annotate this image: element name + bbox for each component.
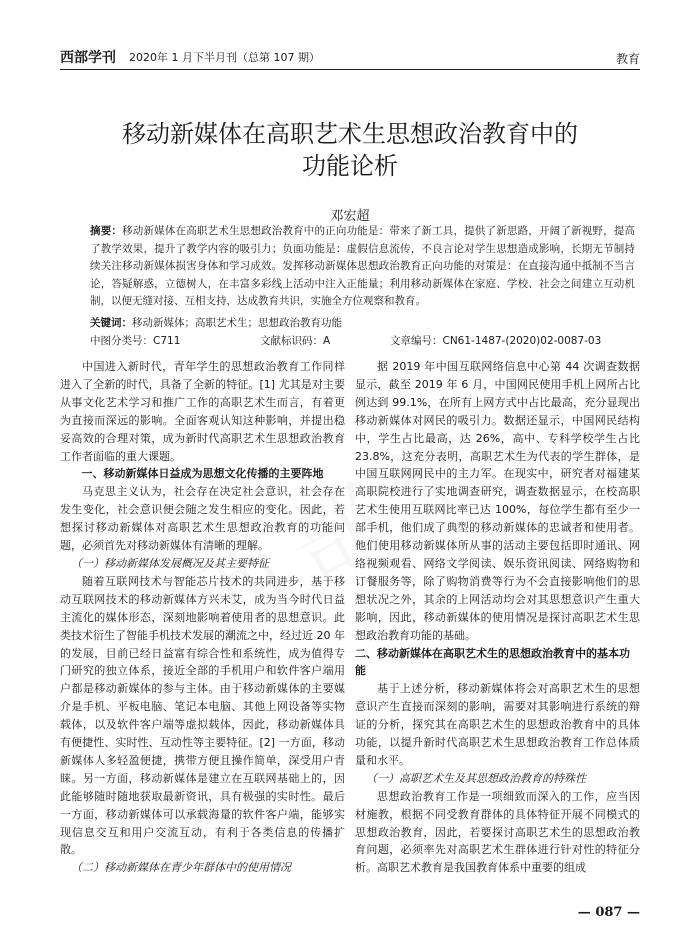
keywords-text: 移动新媒体；高职艺术生；思想政治教育功能 xyxy=(132,317,342,329)
section-label: 教育 xyxy=(615,52,640,66)
keywords xyxy=(90,315,635,332)
journal-logo: 西部学刊 xyxy=(60,50,116,66)
paragraph: 思想政治教育工作是一项细致而深入的工作，应当因材施教，根据不同受教育群体的具体特征开展不同模式的思想政治教育，因此，若要探讨高职艺术生的思想政治教育问题，必须率先对高职艺术生群体进行针对性的特征分析。高职艺术教育是我国教育体系中重要的组成 xyxy=(355,789,640,875)
right-column xyxy=(355,358,640,877)
page-number: — 087 — xyxy=(577,905,640,920)
document-code: 文献标识码：A xyxy=(260,335,331,347)
paragraph: 据 2019 年中国互联网络信息中心第 44 次调查数据显示，截至 2019 年 6 月，中国网民使用手机上网所占比例达到 99.1%，在所有上网方式中占比最高，充分显现出移动新媒体对网民的吸引力。数据还显示，中国网民结构中，学生占比最高，达 26%，高中、专科学校学生占比 23.8%，这充分表明，高职艺术生为代表的学生群体，是中国互联网网民中的主力军。在现实中，研究者对福建某高职院校进行了实地调查研究，调查数据显示，在校高职艺术生使用互联网比率已达 100%，每位学生都有至少一部手机，他们成了典型的移动新媒体的忠诚者和使用者。他们使用移动新媒体所从事的活动主要包括即时通讯、网络视频观看、网络文学阅读、娱乐资讯阅读、网络购物和订餐服务等，除了购物消费等行为不会直接影响他们的思想状况之外，其余的上网活动均会对其思想意识产生重大影响，因此，移动新媒体的使用情况是探讨高职艺术生思想政治教育功能的基础。 xyxy=(355,360,640,642)
author: 邓宏超 xyxy=(330,209,370,224)
subsection-heading: （一）高职艺术生及其思想政治教育的特殊性 xyxy=(366,771,586,785)
subsection-heading: （二）移动新媒体在青少年群体中的使用情况 xyxy=(71,861,291,875)
header-rule xyxy=(60,69,640,70)
section-heading: 一、移动新媒体日益成为思想文化传播的主要阵地 xyxy=(81,467,324,481)
article-title xyxy=(60,118,640,182)
title-line-2: 功能论析 xyxy=(302,152,398,180)
issue-info: 2020年 1 月下半月刊（总第 107 期） xyxy=(129,51,320,64)
abstract xyxy=(90,223,635,311)
paragraph: 随着互联网技术与智能芯片技术的共同进步，基于移动互联网技术的移动新媒体方兴未艾，成为当今时代日益主流化的媒体形态，深刻地影响着使用者的思想意识。此类技术衍生了智能手机技术发展的潮流之中，经过近 20 年的发展，目前已经日益富有综合性和系统性，成为值得专门研究的独立体系，接近全部的手机用户和软件客户端用户都是移动新媒体的参与主体。由于移动新媒体的主要媒介是手机、平板电脑、笔记本电脑、其他上网设备等实物载体，以及软件客户端等虚拟载体，因此，移动新媒体具有便捷性、实时性、互动性等主要特征。[2] 一方面，移动新媒体人多轻盈便捷，携带方便且操作简单，深受用户青睐。另一方面，移动新媒体是建立在互联网基础上的，因此能够随时随地获取最新资讯，具有极强的实时性。最后一方面，移动新媒体可以承载海量的软件客户端，能够实现信息交互和用户交流互动，有利于各类信息的传播扩散。 xyxy=(60,574,345,857)
abstract-label: 摘要： xyxy=(90,225,123,237)
page-header xyxy=(60,47,640,73)
article-number: 文章编号：CN61-1487-(2020)02-0087-03 xyxy=(390,335,602,347)
clc-number: 中图分类号：C711 xyxy=(90,335,181,347)
paragraph: 基于上述分析，移动新媒体将会对高职艺术生的思想意识产生直接而深刻的影响，需要对其影响进行系统的辩证的分析，探究其在高职艺术生的思想政治教育中的具体功能，以提升新时代高职艺术生思想政治教育工作总体质量和水平。 xyxy=(355,682,640,767)
section-heading: 二、移动新媒体在高职艺术生的思想政治教育中的基本功能 xyxy=(355,646,630,678)
article-meta xyxy=(90,333,635,351)
paragraph: 中国进入新时代，青年学生的思想政治教育工作同样进入了全新的时代，具备了全新的特征。[1] 尤其是对主要从事文化艺术学习和推广工作的高职艺术生而言，有着更为直接而深远的影响。全面客观认知这种影响，并提出稳妥高效的合理对策，成为新时代高职艺术生思想政治教育工作者面临的重大课题。 xyxy=(60,360,345,463)
paragraph: 马克思主义认为，社会存在决定社会意识，社会存在发生变化，社会意识便会随之发生相应的变化。因此，若想探讨移动新媒体对高职艺术生思想政治教育的功能问题，必须首先对移动新媒体有清晰的理解。 xyxy=(60,485,345,553)
left-column xyxy=(60,358,345,877)
title-line-1: 移动新媒体在高职艺术生思想政治教育中的 xyxy=(122,120,578,148)
keywords-label: 关键词： xyxy=(90,317,132,329)
abstract-text: 移动新媒体在高职艺术生思想政治教育中的正向功能是：带来了新工具，提供了新思路，开阔了新视野，提高了教学效果，提升了教学内容的吸引力；负面功能是：虚假信息流传，不良言论对学生思想造成影响，长期无节制持续关注移动新媒体损害身体和学习成效。发挥移动新媒体思想政治教育正向功能的对策是：在直接沟通中抵制不当言论，答疑解惑，立德树人，在丰富多彩线上活动中注入正能量；利用移动新媒体在家庭、学校、社会之间建立互动机制，以便无缝对接、互相支持，达成教育共识，实施全方位观察和教育。 xyxy=(90,225,636,307)
subsection-heading: （一）移动新媒体发展概况及其主要特征 xyxy=(71,556,269,570)
